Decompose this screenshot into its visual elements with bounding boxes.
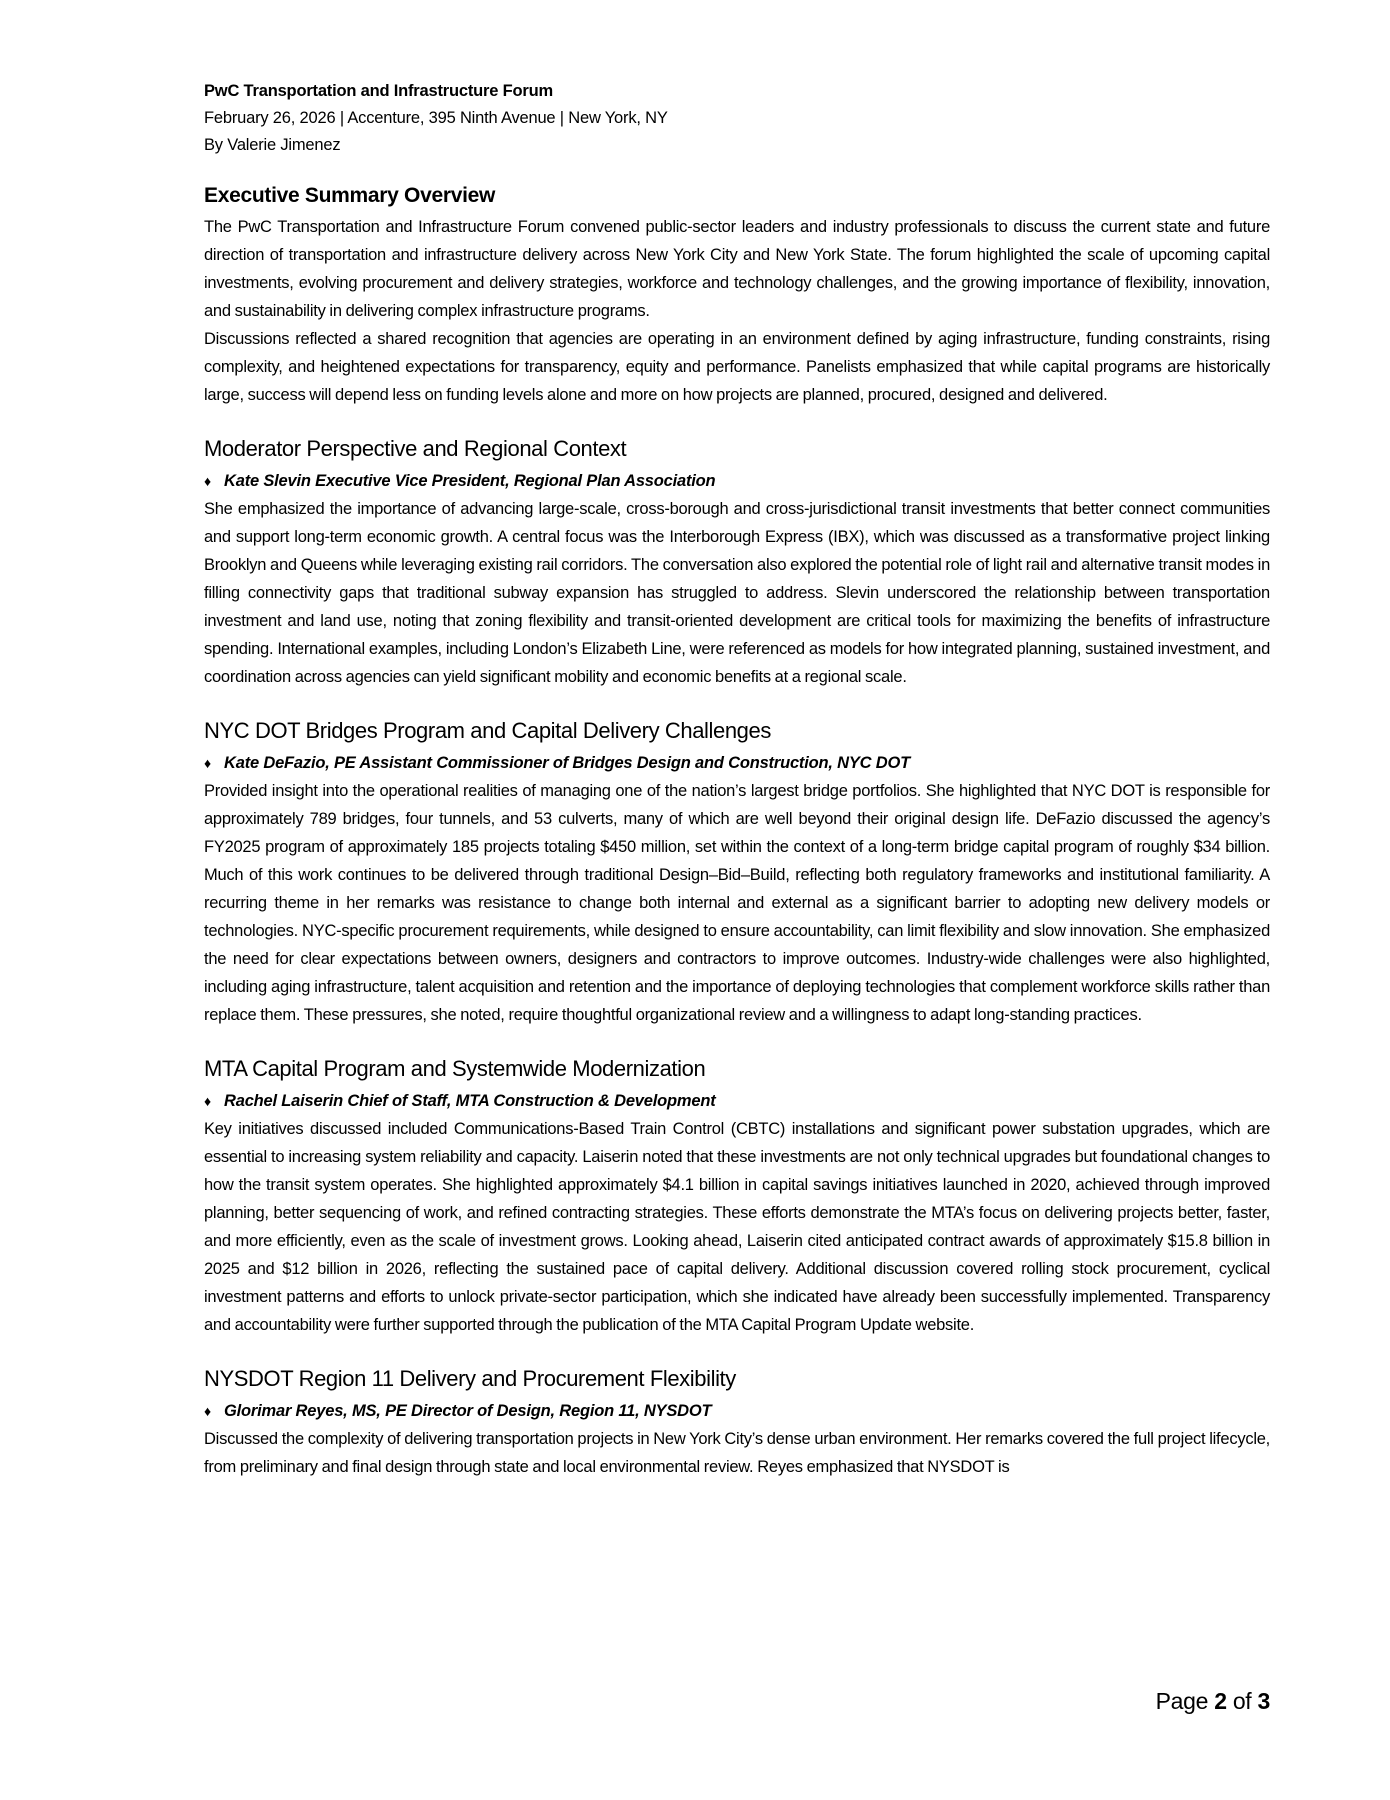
section-nysdot	[204, 1363, 1270, 1481]
document-page	[204, 78, 1270, 1481]
section-nyc-dot	[204, 715, 1270, 1029]
page-current: 2	[1214, 1688, 1227, 1714]
section-mta	[204, 1053, 1270, 1339]
diamond-bullet-icon: ♦	[204, 473, 211, 489]
event-title: PwC Transportation and Infrastructure Forum	[204, 82, 553, 100]
section-heading: MTA Capital Program and Systemwide Modernization	[204, 1056, 706, 1081]
byline: By Valerie Jimenez	[204, 136, 341, 154]
section-body: Key initiatives discussed included Communications-Based Train Control (CBTC) installations and significant power substation upgrades, which are essential to increasing system reliability and capacity. Laiserin noted that these investments are not only technical upgrades but foundational changes to how the transit system operates. She highlighted approximately $4.1 billion in capital savings initiatives launched in 2020, achieved through improved planning, better sequencing of work, and refined contracting strategies. These efforts demonstrate the MTA’s focus on delivering projects better, faster, and more efficiently, even as the scale of investment grows. Looking ahead, Laiserin cited anticipated contract awards of approximately $15.8 billion in 2025 and $12 billion in 2026, reflecting the sustained pace of capital delivery. Additional discussion covered rolling stock procurement, cyclical investment patterns and efforts to unlock private-sector participation, which she indicated have already been successfully implemented. Transparency and accountability were further supported through the publication of the MTA Capital Program Update website.	[204, 1120, 1270, 1334]
section-body: Discussed the complexity of delivering transportation projects in New York City’s dense urban environment. Her remarks covered the full project lifecycle, from preliminary and final design through state and local environmental review. Reyes emphasized that NYSDOT is	[204, 1430, 1270, 1476]
diamond-bullet-icon: ♦	[204, 755, 211, 771]
speaker-name: Glorimar Reyes, MS, PE Director of Design, Region 11, NYSDOT	[224, 1402, 712, 1420]
speaker-line	[204, 751, 1270, 775]
event-details: February 26, 2026 | Accenture, 395 Ninth Avenue | New York, NY	[204, 109, 668, 127]
page-number	[1156, 1686, 1270, 1716]
executive-summary-heading: Executive Summary Overview	[204, 184, 496, 207]
section-body: She emphasized the importance of advancing large-scale, cross-borough and cross-jurisdictional transit investments that better connect communities and support long-term economic growth. A central focus was the Interborough Express (IBX), which was discussed as a transformative project linking Brooklyn and Queens while leveraging existing rail corridors. The conversation also explored the potential role of light rail and alternative transit modes in filling connectivity gaps that traditional subway expansion has struggled to address. Slevin underscored the relationship between transportation investment and land use, noting that zoning flexibility and transit-oriented development are critical tools for maximizing the benefits of infrastructure spending. International examples, including London’s Elizabeth Line, were referenced as models for how integrated planning, sustained investment, and coordination across agencies can yield significant mobility and economic benefits at a regional scale.	[204, 500, 1270, 686]
executive-summary-paragraph-1: The PwC Transportation and Infrastructure Forum convened public-sector leaders and industry professionals to discuss the current state and future direction of transportation and infrastructure delivery across New York City and New York State. The forum highlighted the scale of upcoming capital investments, evolving procurement and delivery strategies, workforce and technology challenges, and the growing importance of flexibility, innovation, and sustainability in delivering complex infrastructure programs.	[204, 218, 1270, 320]
of-word: of	[1232, 1688, 1252, 1714]
diamond-bullet-icon: ♦	[204, 1403, 211, 1419]
section-moderator	[204, 433, 1270, 691]
diamond-bullet-icon: ♦	[204, 1093, 211, 1109]
section-heading: Moderator Perspective and Regional Context	[204, 436, 627, 461]
speaker-name: Kate DeFazio, PE Assistant Commissioner of Bridges Design and Construction, NYC DOT	[224, 754, 910, 772]
section-body: Provided insight into the operational realities of managing one of the nation’s largest bridge portfolios. She highlighted that NYC DOT is responsible for approximately 789 bridges, four tunnels, and 53 culverts, many of which are well beyond their original design life. DeFazio discussed the agency’s FY2025 program of approximately 185 projects totaling $450 million, set within the context of a long-term bridge capital program of roughly $34 billion. Much of this work continues to be delivered through traditional Design–Bid–Build, reflecting both regulatory frameworks and institutional familiarity. A recurring theme in her remarks was resistance to change both internal and external as a significant barrier to adopting new delivery models or technologies. NYC-specific procurement requirements, while designed to ensure accountability, can limit flexibility and slow innovation. She emphasized the need for clear expectations between owners, designers and contractors to improve outcomes. Industry-wide challenges were also highlighted, including aging infrastructure, talent acquisition and retention and the importance of deploying technologies that complement workforce skills rather than replace them. These pressures, she noted, require thoughtful organizational review and a willingness to adapt long-standing practices.	[204, 782, 1270, 1024]
section-heading: NYC DOT Bridges Program and Capital Delivery Challenges	[204, 718, 771, 743]
speaker-name: Kate Slevin Executive Vice President, Regional Plan Association	[224, 472, 716, 490]
section-heading: NYSDOT Region 11 Delivery and Procurement Flexibility	[204, 1366, 736, 1391]
page-word: Page	[1155, 1688, 1209, 1714]
speaker-line	[204, 1089, 1270, 1113]
speaker-name: Rachel Laiserin Chief of Staff, MTA Construction & Development	[224, 1092, 716, 1110]
speaker-line	[204, 1399, 1270, 1423]
speaker-line	[204, 469, 1270, 493]
page-total: 3	[1257, 1688, 1270, 1714]
executive-summary-paragraph-2: Discussions reflected a shared recognition that agencies are operating in an environment defined by aging infrastructure, funding constraints, rising complexity, and heightened expectations for transparency, equity and performance. Panelists emphasized that while capital programs are historically large, success will depend less on funding levels alone and more on how projects are planned, procured, designed and delivered.	[204, 330, 1270, 404]
